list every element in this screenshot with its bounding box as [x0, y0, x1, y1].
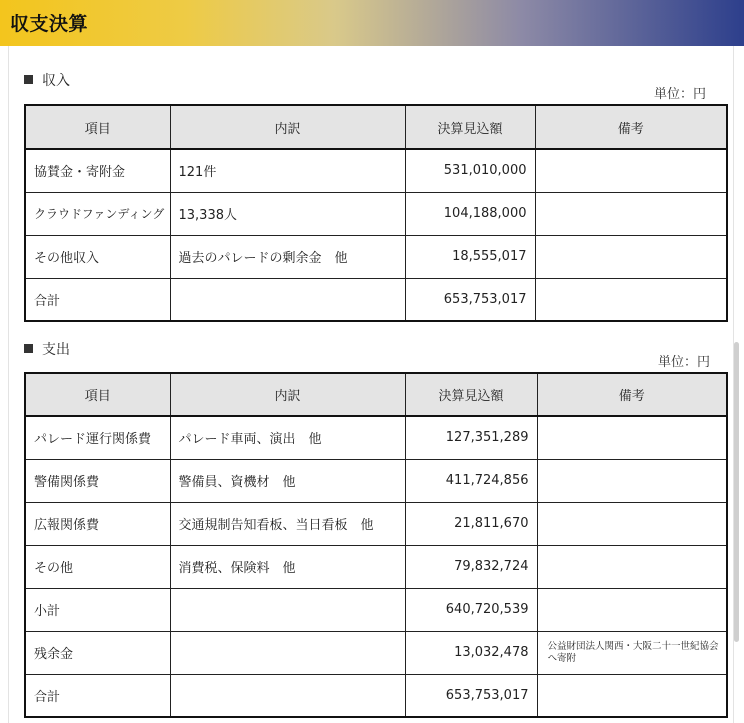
- expense-header-row: [25, 373, 727, 416]
- cell-item: 合計: [25, 674, 170, 717]
- cell-note: [537, 416, 727, 459]
- income-header-row: [25, 105, 727, 149]
- cell-note: [537, 459, 727, 502]
- cell-amount: 411,724,856: [405, 459, 537, 502]
- cell-amount: 21,811,670: [405, 502, 537, 545]
- col-header-item: 項目: [25, 105, 170, 149]
- cell-amount: 13,032,478: [405, 631, 537, 674]
- cell-item: 協賛金・寄附金: [25, 149, 170, 192]
- cell-item: 合計: [25, 278, 170, 321]
- table-row-surplus: [25, 631, 727, 674]
- income-table: [24, 104, 728, 322]
- cell-detail: 過去のパレードの剰余金 他: [170, 235, 405, 278]
- scrollbar[interactable]: [734, 342, 739, 642]
- square-bullet-icon: [24, 75, 33, 84]
- cell-note: [535, 278, 727, 321]
- cell-note: 公益財団法人関西・大阪二十一世紀協会へ寄附: [537, 631, 727, 674]
- col-header-detail: 内訳: [170, 373, 405, 416]
- cell-detail: [170, 278, 405, 321]
- cell-note: [537, 545, 727, 588]
- cell-note: [537, 502, 727, 545]
- cell-detail: 消費税、保険料 他: [170, 545, 405, 588]
- col-header-detail: 内訳: [170, 105, 405, 149]
- cell-detail: 交通規制告知看板、当日看板 他: [170, 502, 405, 545]
- cell-amount: 531,010,000: [405, 149, 535, 192]
- cell-item: 小計: [25, 588, 170, 631]
- cell-note: [535, 235, 727, 278]
- col-header-note: 備考: [535, 105, 727, 149]
- expense-table: [24, 372, 728, 718]
- cell-item: クラウドファンディング: [25, 192, 170, 235]
- cell-detail: [170, 588, 405, 631]
- table-row-total: [25, 278, 727, 321]
- cell-amount: 653,753,017: [405, 674, 537, 717]
- income-title-text: 収入: [42, 73, 70, 89]
- cell-note: [537, 588, 727, 631]
- table-row: [25, 545, 727, 588]
- cell-note: [535, 192, 727, 235]
- cell-amount: 653,753,017: [405, 278, 535, 321]
- income-section-title: [24, 70, 70, 90]
- table-row-total: [25, 674, 727, 717]
- cell-note: [537, 674, 727, 717]
- col-header-amount: 決算見込額: [405, 105, 535, 149]
- page-title: 収支決算: [10, 13, 89, 35]
- cell-detail: [170, 631, 405, 674]
- table-row: [25, 192, 727, 235]
- cell-amount: 18,555,017: [405, 235, 535, 278]
- cell-item: 残余金: [25, 631, 170, 674]
- cell-detail: 13,338人: [170, 192, 405, 235]
- col-header-item: 項目: [25, 373, 170, 416]
- cell-amount: 640,720,539: [405, 588, 537, 631]
- expense-title-text: 支出: [42, 342, 70, 358]
- table-row: [25, 235, 727, 278]
- expense-section-title: [24, 339, 70, 359]
- cell-item: その他収入: [25, 235, 170, 278]
- cell-detail: 121件: [170, 149, 405, 192]
- cell-item: 警備関係費: [25, 459, 170, 502]
- table-row: [25, 149, 727, 192]
- col-header-note: 備考: [537, 373, 727, 416]
- cell-amount: 104,188,000: [405, 192, 535, 235]
- cell-amount: 79,832,724: [405, 545, 537, 588]
- cell-item: パレード運行関係費: [25, 416, 170, 459]
- table-row: [25, 459, 727, 502]
- header-banner: [0, 0, 744, 46]
- cell-amount: 127,351,289: [405, 416, 537, 459]
- cell-item: その他: [25, 545, 170, 588]
- income-unit-label: 単位：円: [654, 87, 707, 102]
- table-row: [25, 416, 727, 459]
- cell-detail: [170, 674, 405, 717]
- expense-unit-label: 単位：円: [658, 355, 711, 370]
- col-header-amount: 決算見込額: [405, 373, 537, 416]
- cell-detail: パレード車両、演出 他: [170, 416, 405, 459]
- table-row: [25, 502, 727, 545]
- cell-detail: 警備員、資機材 他: [170, 459, 405, 502]
- table-row-subtotal: [25, 588, 727, 631]
- cell-note: [535, 149, 727, 192]
- cell-item: 広報関係費: [25, 502, 170, 545]
- square-bullet-icon: [24, 344, 33, 353]
